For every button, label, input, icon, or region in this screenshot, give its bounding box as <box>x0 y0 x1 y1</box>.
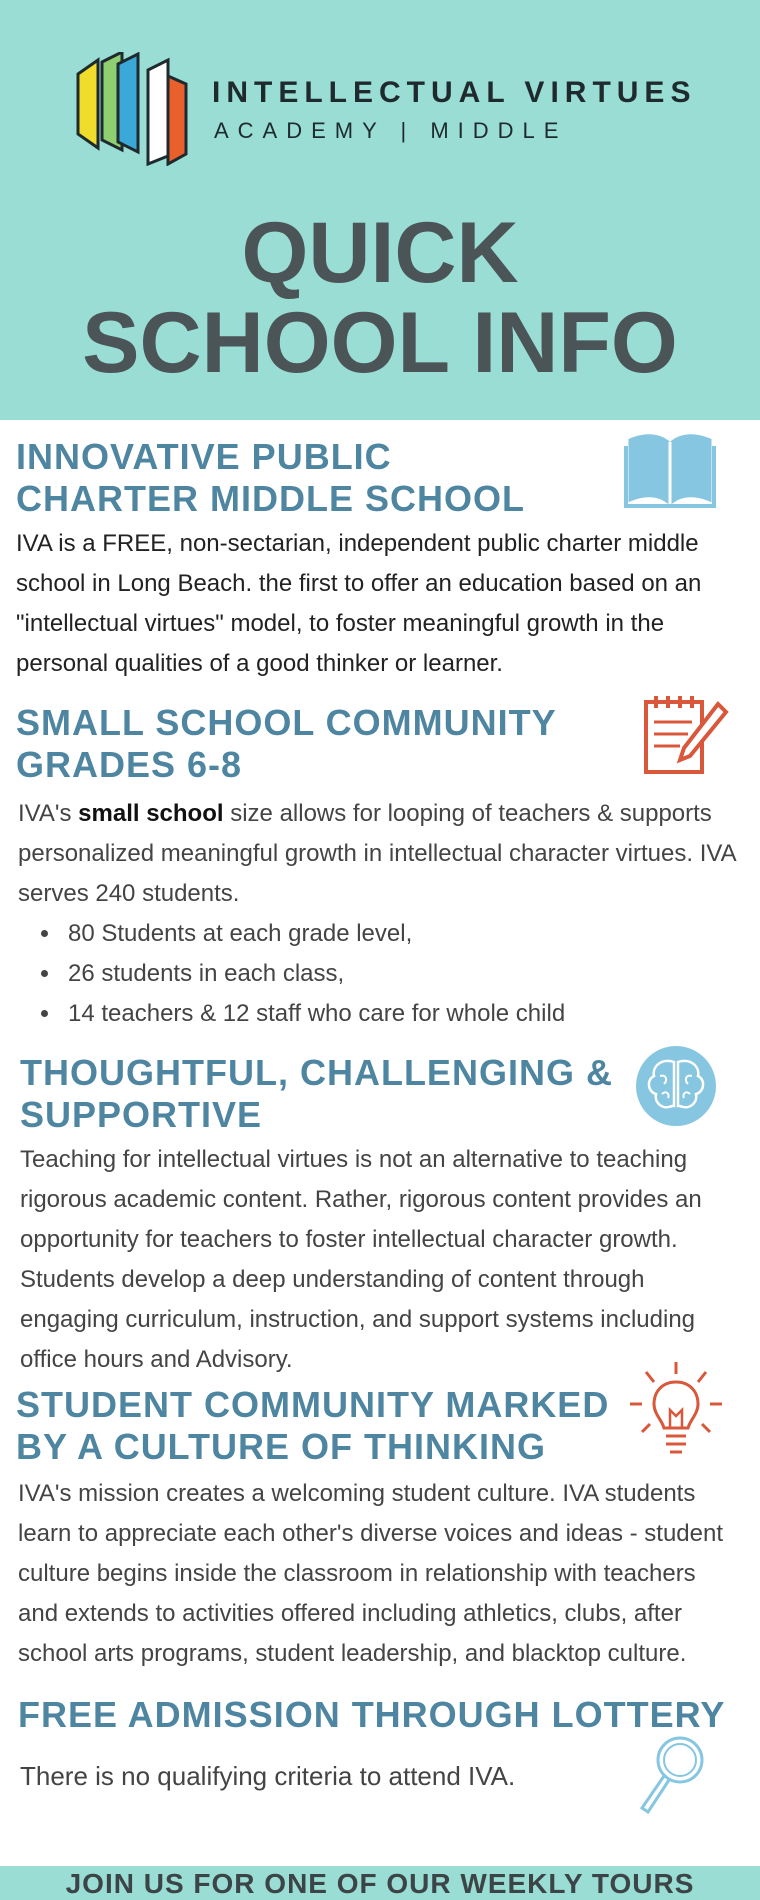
header <box>0 0 760 420</box>
heading-line: INNOVATIVE PUBLIC <box>16 436 392 477</box>
body-text: size allows for looping of teachers & supports personalized meaningful growth in intellectual character virtues. IVA serves 240 students. <box>18 800 736 907</box>
section-body-student-community: IVA's mission creates a welcoming student culture. IVA students learn to appreciate each other's diverse voices and ideas - student culture begins inside the classroom in relationship with teachers and extends to activities offered including athletics, clubs, after school arts programs, student leadership, and blacktop culture. <box>18 1480 723 1667</box>
list-item: • 26 students in each class, <box>62 954 565 994</box>
heading-line: STUDENT COMMUNITY MARKED <box>16 1384 610 1425</box>
notepad-pencil-icon <box>640 692 730 780</box>
section-body-thoughtful: Teaching for intellectual virtues is not an alternative to teaching rigorous academic content. Rather, rigorous content provides an opportunity for teachers to foster intellectual character growth. Students develop a deep understanding of content through engaging curriculum, instruction, and support systems including office hours and Advisory. <box>20 1146 702 1373</box>
section-body-free-admission: There is no qualifying criteria to attend IVA. <box>20 1761 516 1791</box>
heading-line: CHARTER MIDDLE SCHOOL <box>16 478 525 519</box>
body-text: IVA's <box>18 800 79 827</box>
footer-text: JOIN US FOR ONE OF OUR WEEKLY TOURS <box>65 1868 695 1899</box>
brain-icon <box>634 1044 718 1128</box>
list-item: • 80 Students at each grade level, <box>62 914 565 954</box>
section-heading-small-school <box>16 702 557 786</box>
section-heading-innovative <box>16 436 525 520</box>
section-heading-free-admission <box>18 1694 725 1736</box>
section-heading-thoughtful <box>20 1052 613 1136</box>
page-title <box>0 205 760 391</box>
heading-line: SMALL SCHOOL COMMUNITY <box>16 702 557 743</box>
body-bold-text: small school <box>78 800 224 827</box>
bullet-list <box>18 914 565 1034</box>
heading-line: GRADES 6-8 <box>16 744 243 785</box>
heading-line: BY A CULTURE OF THINKING <box>16 1426 546 1467</box>
footer-banner <box>0 1866 760 1900</box>
heading-line: THOUGHTFUL, CHALLENGING & <box>20 1052 613 1093</box>
section-body-small-school <box>18 794 738 914</box>
heading-line: FREE ADMISSION THROUGH LOTTERY <box>18 1694 726 1735</box>
section-heading-student-community <box>16 1384 609 1468</box>
logo-text-line1: INTELLECTUAL VIRTUES <box>212 76 697 109</box>
lightbulb-icon <box>628 1360 724 1460</box>
logo-text-line2: ACADEMY | MIDDLE <box>214 118 568 143</box>
heading-line: SUPPORTIVE <box>20 1094 263 1135</box>
magnifying-glass-icon <box>636 1734 708 1814</box>
logo-mark-icon <box>74 52 190 166</box>
page-title-line2: SCHOOL INFO <box>82 295 678 391</box>
page-title-line1: QUICK <box>241 205 519 301</box>
section-body-innovative: IVA is a FREE, non-sectarian, independent public charter middle school in Long Beach. the first to offer an education based on an "intellectual virtues" model, to foster meaningful growth in the personal qualities of a good thinker or learner. <box>16 530 702 677</box>
list-item: • 14 teachers & 12 staff who care for whole child <box>62 994 565 1034</box>
open-book-icon <box>624 432 716 510</box>
